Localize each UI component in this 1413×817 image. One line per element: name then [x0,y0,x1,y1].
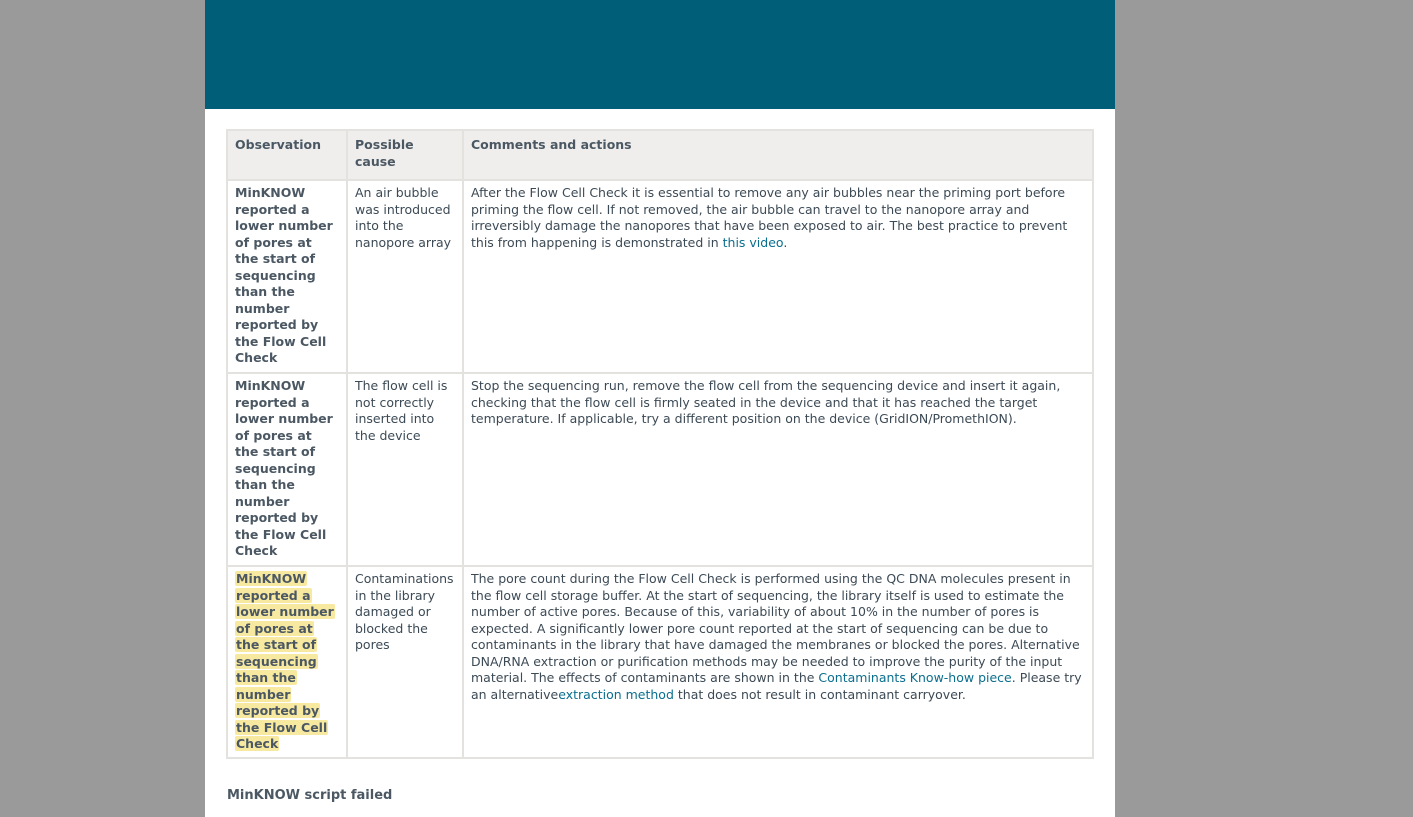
section-heading-script-failed: MinKNOW script failed [227,788,393,803]
troubleshooting-table [226,129,1094,759]
observation-cell-highlighted [227,566,347,758]
comment-text-end: . [783,234,788,250]
column-header-comments: Comments and actions [463,130,1093,180]
cause-cell: Contaminations in the library damaged or blocked the pores [347,566,463,758]
comment-text-mid: . Please try an alternative [471,670,1082,702]
comment-text-end: that does not result in contaminant carryover. [673,686,966,702]
comment-cell [463,566,1093,758]
contaminants-know-how-link[interactable]: Contaminants Know-how piece [818,670,1012,685]
content-page [205,0,1115,817]
table-row [227,180,1093,373]
table-row [227,566,1093,758]
observation-cell: MinKNOW reported a lower number of pores at the start of sequencing than the number reported by the Flow Cell Check [227,180,347,373]
observation-cell: MinKNOW reported a lower number of pores at the start of sequencing than the number reported by the Flow Cell Check [227,373,347,566]
cause-cell: An air bubble was introduced into the nanopore array [347,180,463,373]
table-header-row [227,130,1093,180]
highlighted-observation: MinKNOW reported a lower number of pores at the start of sequencing than the number reported by the Flow Cell Check [236,571,334,751]
header-banner [205,0,1115,109]
comment-cell [463,180,1093,373]
comment-cell: Stop the sequencing run, remove the flow cell from the sequencing device and insert it again, checking that the flow cell is firmly seated in the device and that it has reached the target temperature. If applicable, try a different position on the device (GridION/PromethION). [463,373,1093,566]
comment-text: After the Flow Cell Check it is essential to remove any air bubbles near the priming port before priming the flow cell. If not removed, the air bubble can travel to the nanopore array and irreversibly damage the nanopores that have been exposed to air. The best practice to prevent this from happening is demonstrated in [471,185,1068,250]
this-video-link[interactable]: this video [722,234,784,250]
extraction-method-link[interactable]: extraction method [558,686,674,702]
column-header-observation: Observation [227,130,347,180]
column-header-cause: Possible cause [347,130,463,180]
cause-cell: The flow cell is not correctly inserted into the device [347,373,463,566]
table-row [227,373,1093,566]
comment-text: The pore count during the Flow Cell Check is performed using the QC DNA molecules present in the flow cell storage buffer. At the start of sequencing, the library itself is used to estimate the number of active pores. Because of this, variability of about 10% in the number of pores is expected. A significantly lower pore count reported at the start of sequencing can be due to contaminants in the library that have damaged the membranes or blocked the pores. Alternative DNA/RNA extraction or purification methods may be needed to improve the purity of the input material. The effects of contaminants are shown in the [471,571,1080,685]
